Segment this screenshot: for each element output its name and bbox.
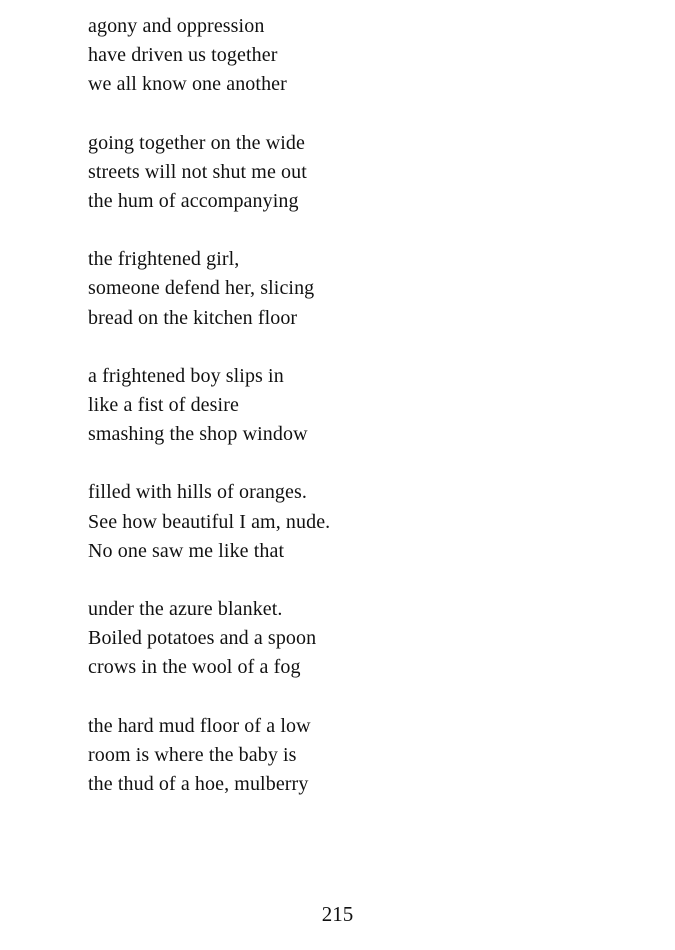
poem-line: the hum of accompanying <box>88 190 299 213</box>
stanza-7 <box>88 712 608 800</box>
poem-line: a frightened boy slips in <box>88 364 284 387</box>
poem-line: under the azure blanket. <box>88 598 283 621</box>
poem-line: filled with hills of oranges. <box>88 481 307 504</box>
poem-line: like a fist of desire <box>88 394 239 417</box>
poem-line: See how beautiful I am, nude. <box>88 510 331 533</box>
poem-line: we all know one another <box>88 73 287 96</box>
stanza-3 <box>88 245 608 333</box>
poem-line: someone defend her, slicing <box>88 277 315 300</box>
poem-line: No one saw me like that <box>88 539 285 562</box>
poem-line: agony and oppression <box>88 15 265 37</box>
poem-line: smashing the shop window <box>88 423 308 446</box>
poem-line: the hard mud floor of a low <box>88 714 311 737</box>
poem <box>88 12 608 828</box>
stanza-5 <box>88 478 608 566</box>
stanza-1 <box>88 12 608 100</box>
poem-line: the thud of a hoe, mulberry <box>88 773 309 796</box>
poem-line: Boiled potatoes and a spoon <box>88 627 317 650</box>
poem-line: have driven us together <box>88 44 278 67</box>
poem-line: bread on the kitchen floor <box>88 306 298 329</box>
poem-line: going together on the wide <box>88 131 305 154</box>
stanza-2 <box>88 129 608 217</box>
stanza-4 <box>88 362 608 450</box>
poem-line: streets will not shut me out <box>88 160 307 183</box>
stanza-6 <box>88 595 608 683</box>
poem-line: crows in the wool of a fog <box>88 656 301 679</box>
page-number: 215 <box>321 902 354 926</box>
poem-line: the frightened girl, <box>88 248 240 271</box>
poem-line: room is where the baby is <box>88 743 297 766</box>
